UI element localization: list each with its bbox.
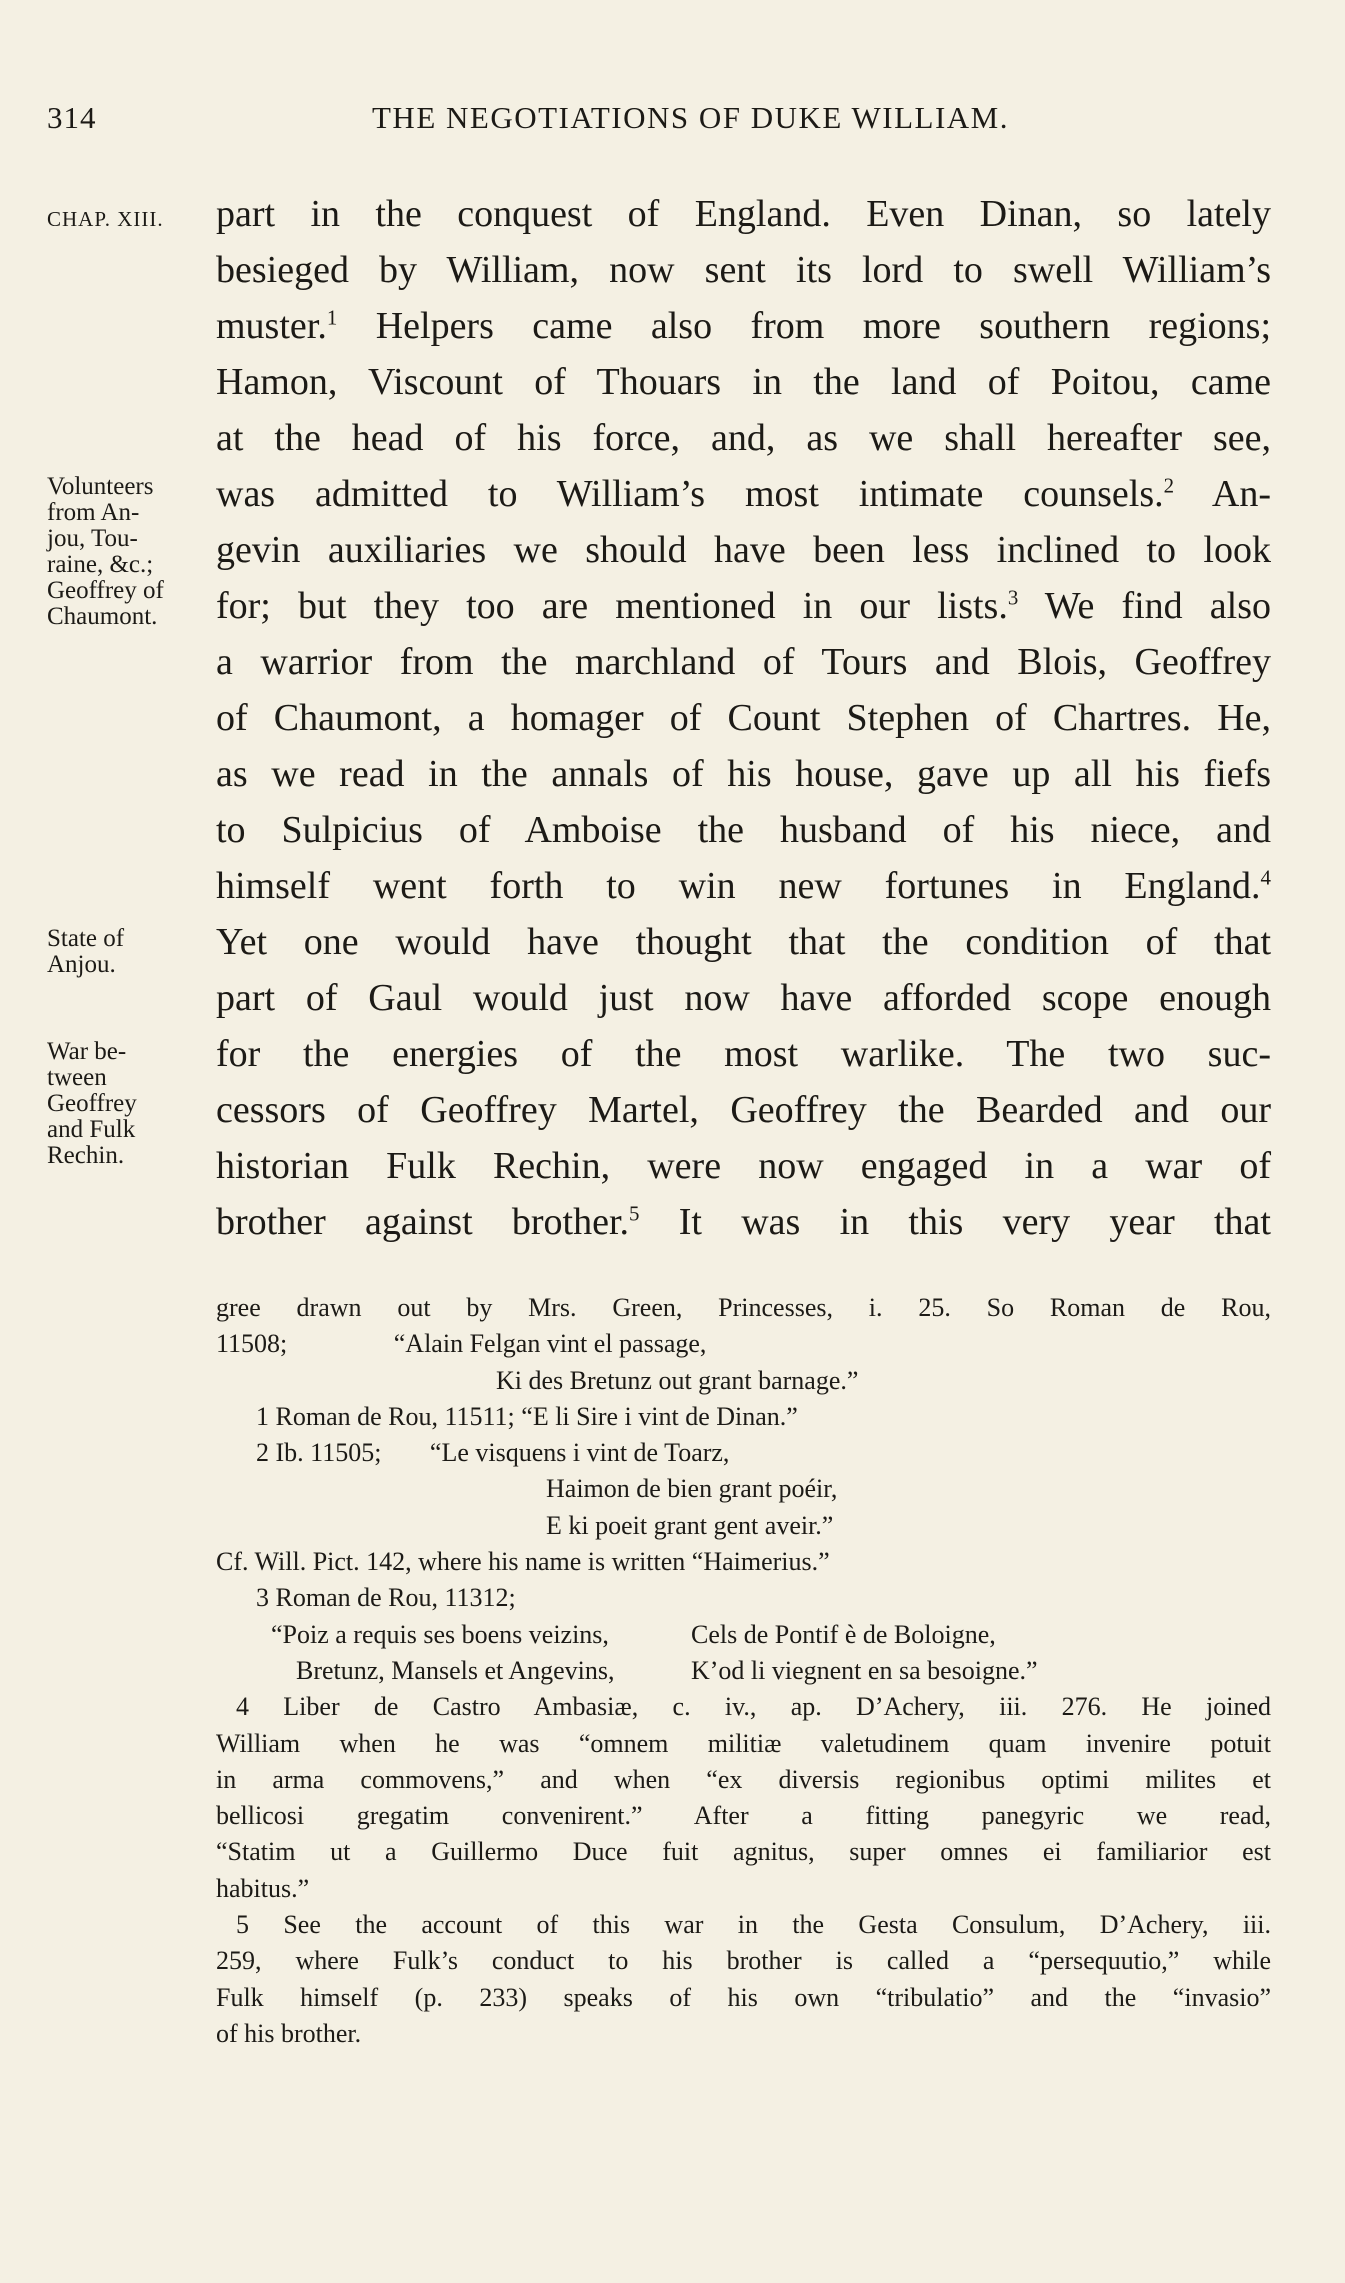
footnote-line: bellicosi gregatim convenirent.” After a fitting panegyric we read,	[216, 1801, 1271, 1831]
footnote-line: in arma commovens,” and when “ex diversis regionibus optimi milites et	[216, 1764, 1271, 1794]
text-line: part in the conquest of England. Even Dinan, so lately	[216, 193, 1271, 235]
text-line: besieged by William, now sent its lord to swell William’s	[216, 249, 1271, 291]
footnote-line: 1 Roman de Rou, 11511; “E li Sire i vint de Dinan.”	[256, 1401, 798, 1431]
text-line	[216, 578, 1271, 634]
side-note-line: Volunteers	[47, 473, 154, 500]
footnote-line: Cf. Will. Pict. 142, where his name is written “Haimerius.”	[216, 1547, 830, 1577]
text-line	[216, 1194, 1271, 1250]
footnote-text: 2 Ib. 11505;	[256, 1438, 382, 1468]
footnote-line: “Statim ut a Guillermo Duce fuit agnitus, super omnes ei familiarior est	[216, 1837, 1271, 1867]
verse-row	[216, 1617, 1271, 1653]
text-line: Yet one would have thought that the condition of that	[216, 921, 1271, 963]
side-note-line: State of	[47, 925, 125, 952]
verse-line: “Poiz a requis ses boens veizins,	[271, 1619, 609, 1649]
side-note-line: Rechin.	[47, 1142, 125, 1169]
side-note	[47, 1039, 137, 1169]
note-ref: 3	[1007, 585, 1019, 610]
side-note-line: Chaumont.	[47, 603, 158, 630]
text-line: to Sulpicius of Amboise the husband of his niece, and	[216, 809, 1271, 851]
footnote-line: William when he was “omnem militiæ valetudinem quam invenire potuit	[216, 1728, 1271, 1758]
side-note	[47, 474, 164, 630]
text-segment: Helpers came also from more southern regions;	[337, 305, 1271, 347]
verse-line: “Alain Felgan vint el passage,	[393, 1329, 707, 1359]
text-line: at the head of his force, and, as we shall hereafter see,	[216, 417, 1271, 459]
text-line: cessors of Geoffrey Martel, Geoffrey the Bearded and our	[216, 1089, 1271, 1131]
footnote-line	[216, 1435, 1271, 1471]
side-note-line: Geoffrey of	[47, 577, 164, 604]
text-segment: himself went forth to win new fortunes in England.	[216, 865, 1261, 907]
text-segment: was admitted to William’s most intimate counsels.	[216, 473, 1164, 515]
side-note-line: raine, &c.;	[47, 551, 154, 578]
verse-line: “Le visquens i vint de Toarz,	[429, 1438, 730, 1468]
text-line: for the energies of the most warlike. The two suc-	[216, 1033, 1271, 1075]
note-ref: 5	[629, 1201, 640, 1226]
text-segment: An-	[1174, 473, 1272, 515]
verse-line: Ki des Bretunz out grant barnage.”	[496, 1365, 859, 1395]
side-note-line: War be-	[47, 1038, 127, 1065]
running-title: THE NEGOTIATIONS OF DUKE WILLIAM.	[372, 100, 1009, 135]
text-segment: muster.	[216, 305, 327, 347]
text-line: Hamon, Viscount of Thouars in the land of Poitou, came	[216, 361, 1271, 403]
side-note-line: Geoffrey	[47, 1090, 137, 1117]
text-line: a warrior from the marchland of Tours and Blois, Geoffrey	[216, 641, 1271, 683]
main-text	[216, 186, 1271, 1250]
footnote-line: 259, where Fulk’s conduct to his brother is called a “persequutio,” while	[216, 1946, 1271, 1976]
verse-line: Bretunz, Mansels et Angevins,	[296, 1655, 615, 1685]
footnote-line	[216, 1326, 1271, 1362]
text-segment: brother against brother.	[216, 1201, 630, 1243]
verse-line: Haimon de bien grant poéir,	[546, 1474, 838, 1504]
page-number: 314	[47, 100, 97, 135]
chapter-label: CHAP. XIII.	[47, 207, 164, 231]
note-ref: 4	[1260, 865, 1271, 890]
footnote-line: 5 See the account of this war in the Gesta Consulum, D’Achery, iii.	[236, 1910, 1271, 1940]
text-segment: We find also	[1018, 585, 1271, 627]
footnote-line: 3 Roman de Rou, 11312;	[256, 1583, 516, 1613]
footnote-line: 4 Liber de Castro Ambasiæ, c. iv., ap. D’Achery, iii. 276. He joined	[236, 1692, 1271, 1722]
text-segment: for; but they too are mentioned in our lists.	[216, 585, 1008, 627]
side-note-line: tween	[47, 1064, 107, 1091]
side-note-line: from An-	[47, 499, 140, 526]
verse-line: K’od li viegnent en sa besoigne.”	[691, 1655, 1038, 1685]
side-note-line: jou, Tou-	[47, 525, 138, 552]
text-segment: It was in this very year that	[639, 1201, 1271, 1243]
note-ref: 2	[1163, 473, 1175, 498]
footnotes	[216, 1290, 1271, 2052]
footnote-line: Fulk himself (p. 233) speaks of his own “tribulatio” and the “invasio”	[216, 1982, 1271, 2012]
footnote-line: habitus.”	[216, 1873, 310, 1903]
text-line: of Chaumont, a homager of Count Stephen of Chartres. He,	[216, 697, 1271, 739]
footnote-text: 11508;	[216, 1329, 288, 1359]
verse-line: E ki poeit grant gent aveir.”	[546, 1510, 834, 1540]
text-line	[216, 858, 1271, 914]
side-note	[47, 926, 124, 978]
text-line: part of Gaul would just now have afforded scope enough	[216, 977, 1271, 1019]
verse-line: Cels de Pontif è de Boloigne,	[691, 1619, 996, 1649]
text-line: gevin auxiliaries we should have been less inclined to look	[216, 529, 1271, 571]
footnote-line: of his brother.	[216, 2018, 362, 2048]
note-ref: 1	[326, 305, 338, 330]
verse-row	[216, 1653, 1271, 1689]
text-line: as we read in the annals of his house, gave up all his fiefs	[216, 753, 1271, 795]
text-line	[216, 298, 1271, 354]
text-line: historian Fulk Rechin, were now engaged in a war of	[216, 1145, 1271, 1187]
footnote-line: gree drawn out by Mrs. Green, Princesses, i. 25. So Roman de Rou,	[216, 1293, 1271, 1322]
side-note-line: Anjou.	[47, 951, 116, 978]
side-note-line: and Fulk	[47, 1116, 136, 1143]
text-line	[216, 466, 1271, 522]
